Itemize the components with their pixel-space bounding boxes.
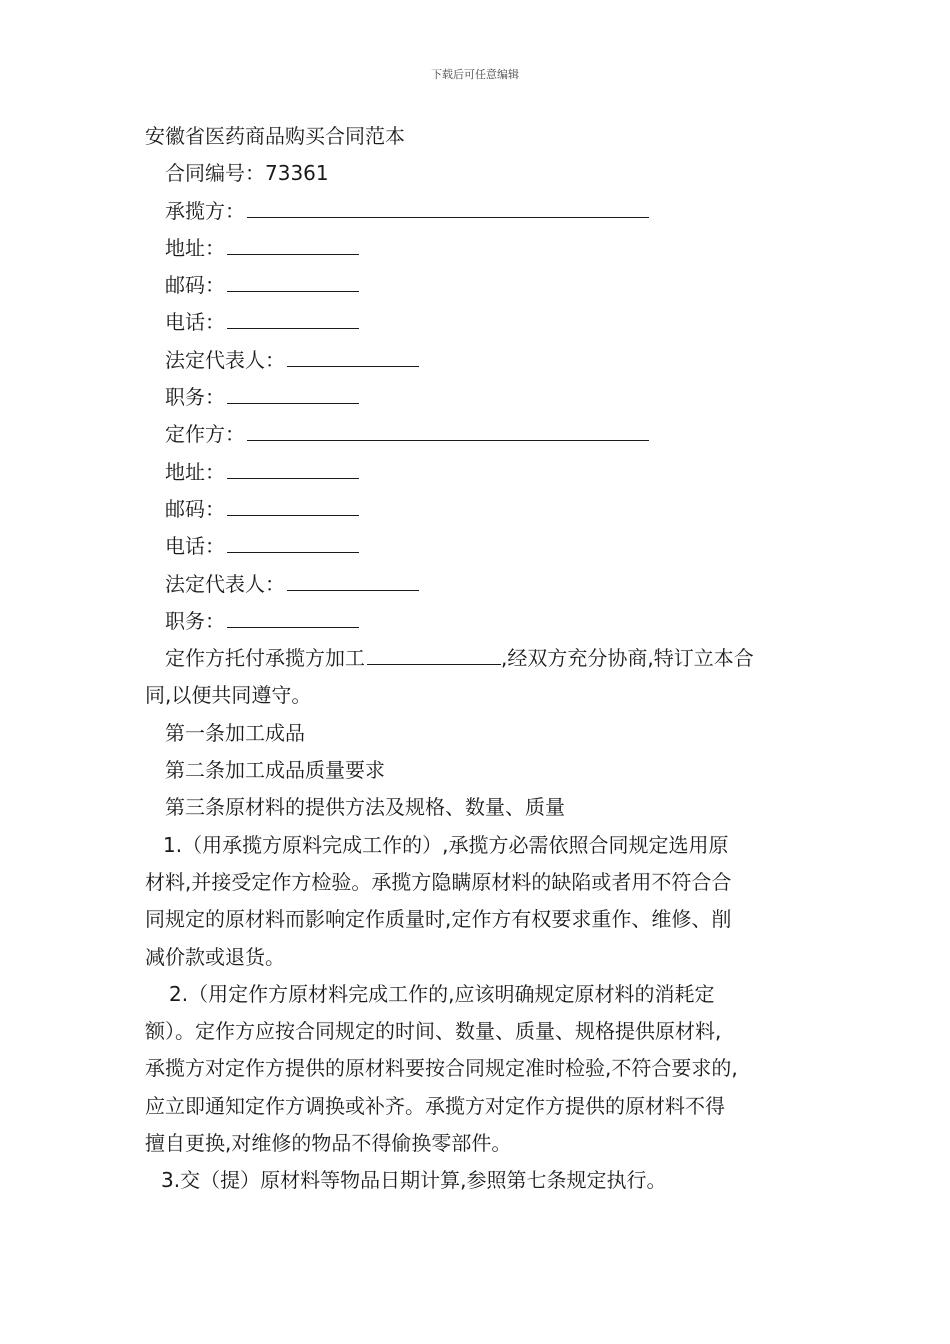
party-a-address-blank[interactable] <box>227 232 359 255</box>
article-2-heading: 第二条加工成品质量要求 <box>165 758 385 783</box>
party-b-phone-blank[interactable] <box>227 530 359 553</box>
party-a-rep-blank[interactable] <box>287 344 419 367</box>
page-header-note: 下载后可任意编辑 <box>431 68 519 81</box>
party-a-name-label: 承揽方： <box>165 198 245 223</box>
party-a-title-blank[interactable] <box>227 381 359 404</box>
party-b-address-label: 地址： <box>165 459 225 484</box>
item-1-line: 减价款或退货。 <box>145 944 285 969</box>
article-3-heading: 第三条原材料的提供方法及规格、数量、质量 <box>165 795 565 820</box>
contract-body <box>145 118 807 1200</box>
party-a-rep-label: 法定代表人： <box>165 347 285 372</box>
item-3-line: 3.交（提）原材料等物品日期计算,参照第七条规定执行。 <box>161 1168 667 1193</box>
intro-paragraph-line1 <box>145 640 807 677</box>
party-b-phone-row <box>145 528 807 565</box>
party-a-address-label: 地址： <box>165 235 225 260</box>
item-2-line: 应立即通知定作方调换或补齐。承揽方对定作方提供的原材料不得 <box>145 1093 725 1118</box>
party-b-zip-row <box>145 491 807 528</box>
party-b-zip-label: 邮码： <box>165 496 225 521</box>
party-a-address-row <box>145 230 807 267</box>
party-b-rep-label: 法定代表人： <box>165 571 285 596</box>
party-b-rep-row <box>145 566 807 603</box>
item-2-line: 承揽方对定作方提供的原材料要按合同规定准时检验,不符合要求的, <box>145 1056 738 1081</box>
article-1-heading: 第一条加工成品 <box>165 720 305 745</box>
document-title: 安徽省医药商品购买合同范本 <box>145 124 405 148</box>
party-b-address-blank[interactable] <box>227 456 359 479</box>
item-2-line: 擅自更换,对维修的物品不得偷换零部件。 <box>145 1131 512 1156</box>
party-b-name-label: 定作方： <box>165 422 245 447</box>
intro-pre-text: 定作方托付承揽方加工 <box>165 646 365 671</box>
party-a-phone-blank[interactable] <box>227 306 359 329</box>
item-2-line: 额）。定作方应按合同规定的时间、数量、质量、规格提供原材料, <box>145 1019 722 1044</box>
item-1-line: 材料,并接受定作方检验。承揽方隐瞒原材料的缺陷或者用不符合合 <box>145 869 732 894</box>
party-a-rep-row <box>145 342 807 379</box>
party-b-rep-blank[interactable] <box>287 568 419 591</box>
party-b-name-row <box>145 416 807 453</box>
party-a-zip-blank[interactable] <box>227 269 359 292</box>
item-1-line: 同规定的原材料而影响定作质量时,定作方有权要求重作、维修、削 <box>145 907 732 932</box>
party-a-phone-label: 电话： <box>165 310 225 335</box>
item-2-line: 2.（用定作方原材料完成工作的,应该明确规定原材料的消耗定 <box>169 981 715 1006</box>
party-b-name-blank[interactable] <box>247 418 649 441</box>
party-a-name-row <box>145 193 807 230</box>
party-b-phone-label: 电话： <box>165 534 225 559</box>
party-a-phone-row <box>145 304 807 341</box>
party-b-address-row <box>145 454 807 491</box>
party-a-zip-label: 邮码： <box>165 273 225 298</box>
intro-product-blank[interactable] <box>367 642 501 665</box>
party-a-title-label: 职务： <box>165 385 225 410</box>
party-a-title-row <box>145 379 807 416</box>
intro-paragraph-line2: 同,以便共同遵守。 <box>145 683 312 708</box>
item-1-line: 1.（用承揽方原料完成工作的）,承揽方必需依照合同规定选用原 <box>163 832 729 857</box>
contract-number: 合同编号：73361 <box>165 161 329 186</box>
party-b-title-blank[interactable] <box>227 605 359 628</box>
party-a-zip-row <box>145 267 807 304</box>
party-b-title-label: 职务： <box>165 608 225 633</box>
party-a-name-blank[interactable] <box>247 195 649 218</box>
intro-post-text: ,经双方充分协商,特订立本合 <box>501 646 754 671</box>
party-b-title-row <box>145 603 807 640</box>
party-b-zip-blank[interactable] <box>227 493 359 516</box>
